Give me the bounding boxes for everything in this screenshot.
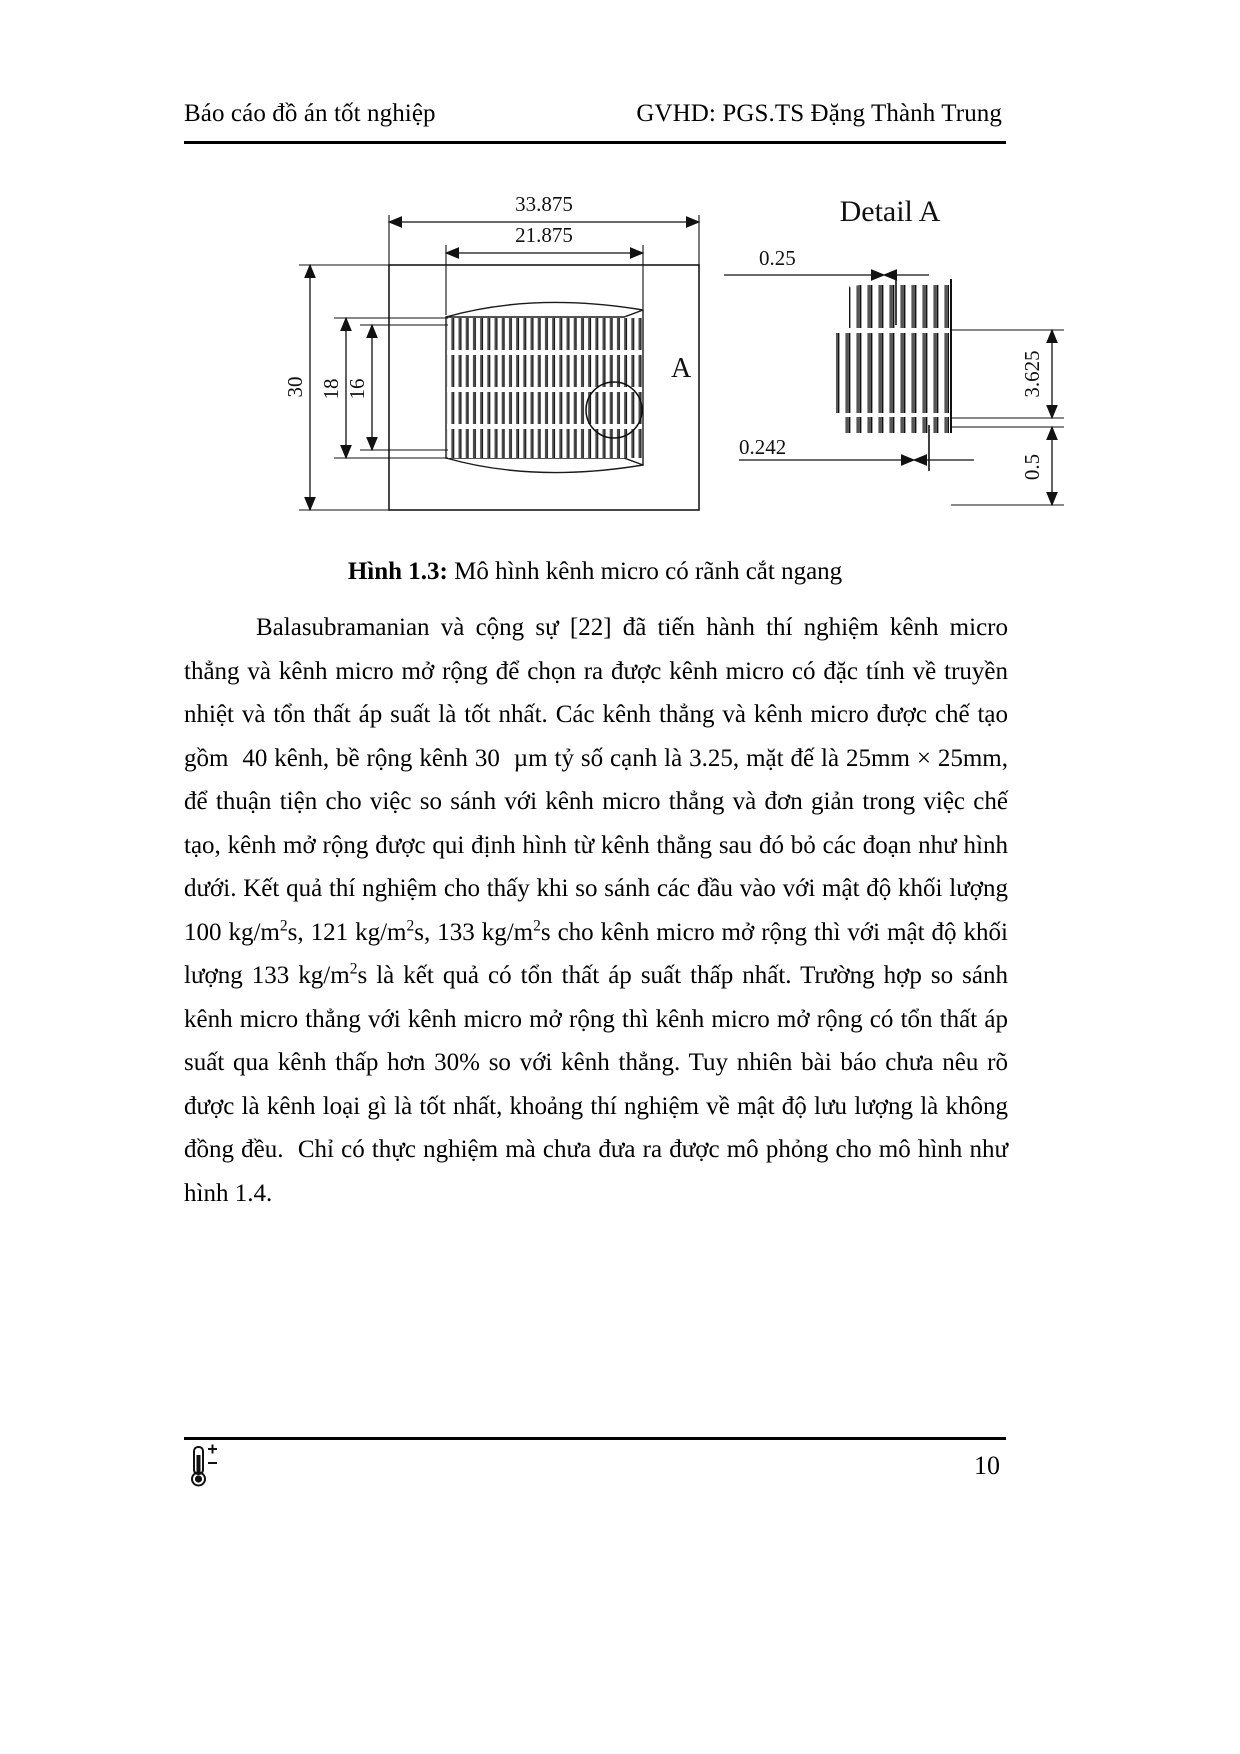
- page-number: 10: [974, 1451, 1000, 1480]
- page-footer: [184, 1443, 1006, 1489]
- detail-a-view: [724, 195, 1064, 505]
- header-divider: [184, 141, 1006, 144]
- microchannel-technical-drawing: [184, 175, 1084, 535]
- page-header: [184, 100, 1006, 128]
- paragraph-balasubramanian: Balasubramanian và cộng sự [22] đã tiến hành thí nghiệm kênh micro thẳng và kênh micro mở rộng để chọn ra được kênh micro có đặc tính về truyền nhiệt và tổn thất áp suất là tốt nhất. Các kênh thẳng và kênh micro được chế tạo gồm 40 kênh, bề rộng kênh 30 µm tỷ số cạnh là 3.25, mặt đế là 25mm × 25mm, để thuận tiện cho việc so sánh với kênh micro thẳng và đơn giản trong việc chế tạo, kênh mở rộng được qui định hình từ kênh thẳng sau đó bỏ các đoạn như hình dưới. Kết quả thí nghiệm cho thấy khi so sánh các đầu vào với mật độ khối lượng 100 $kg/m^2s$, 121 $kg/m^2s$, 133 $kg/m^2s$ cho kênh micro mở rộng thì với mật độ khối lượng 133 $kg/m^2s$ là kết quả có tổn thất áp suất thấp nhất. Trường hợp so sánh kênh micro thẳng với kênh micro mở rộng thì kênh micro mở rộng có tổn thất áp suất qua kênh thấp hơn 30% so với kênh thẳng. Tuy nhiên bài báo chưa nêu rõ được là kênh loại gì là tốt nhất, khoảng thí nghiệm về mật độ lưu lượng là không đồng đều. Chỉ có thực nghiệm mà chưa đưa ra được mô phỏng cho mô hình như hình 1.4.: [184, 614, 1009, 1207]
- thermometer-icon: [184, 1443, 224, 1489]
- dim-fin-height: 3.625: [1020, 350, 1044, 398]
- dim-base-thickness: 0.5: [1020, 453, 1044, 481]
- plan-view: [283, 192, 699, 510]
- body-text: [184, 606, 1008, 1215]
- header-left-text: Báo cáo đồ án tốt nghiệp: [184, 100, 436, 127]
- figure-caption: [184, 558, 1006, 586]
- header-right-text: GVHD: PGS.TS Đặng Thành Trung: [636, 100, 1002, 127]
- fin-stack-lower: [844, 417, 949, 433]
- dim-inner-height: 16: [345, 378, 369, 400]
- figure-1-3: [184, 175, 1084, 535]
- footer-divider: [184, 1437, 1006, 1440]
- dim-fin-gap: 0.25: [759, 246, 796, 270]
- detail-callout-label: A: [671, 353, 692, 384]
- figure-caption-text: Mô hình kênh micro có rãnh cắt ngang: [454, 558, 843, 585]
- fin-stack-upper: [849, 275, 950, 328]
- detail-a-title: Detail A: [839, 195, 941, 228]
- fin-stack-main: [836, 333, 949, 413]
- figure-caption-label: Hình 1.3:: [347, 558, 448, 585]
- dim-inner-width: 21.875: [515, 223, 573, 247]
- dim-fin-pitch: 0.242: [739, 435, 787, 459]
- dim-overall-width: 33.875: [515, 192, 573, 216]
- dim-mid-height: 18: [319, 378, 343, 400]
- dim-overall-height: 30: [283, 376, 307, 398]
